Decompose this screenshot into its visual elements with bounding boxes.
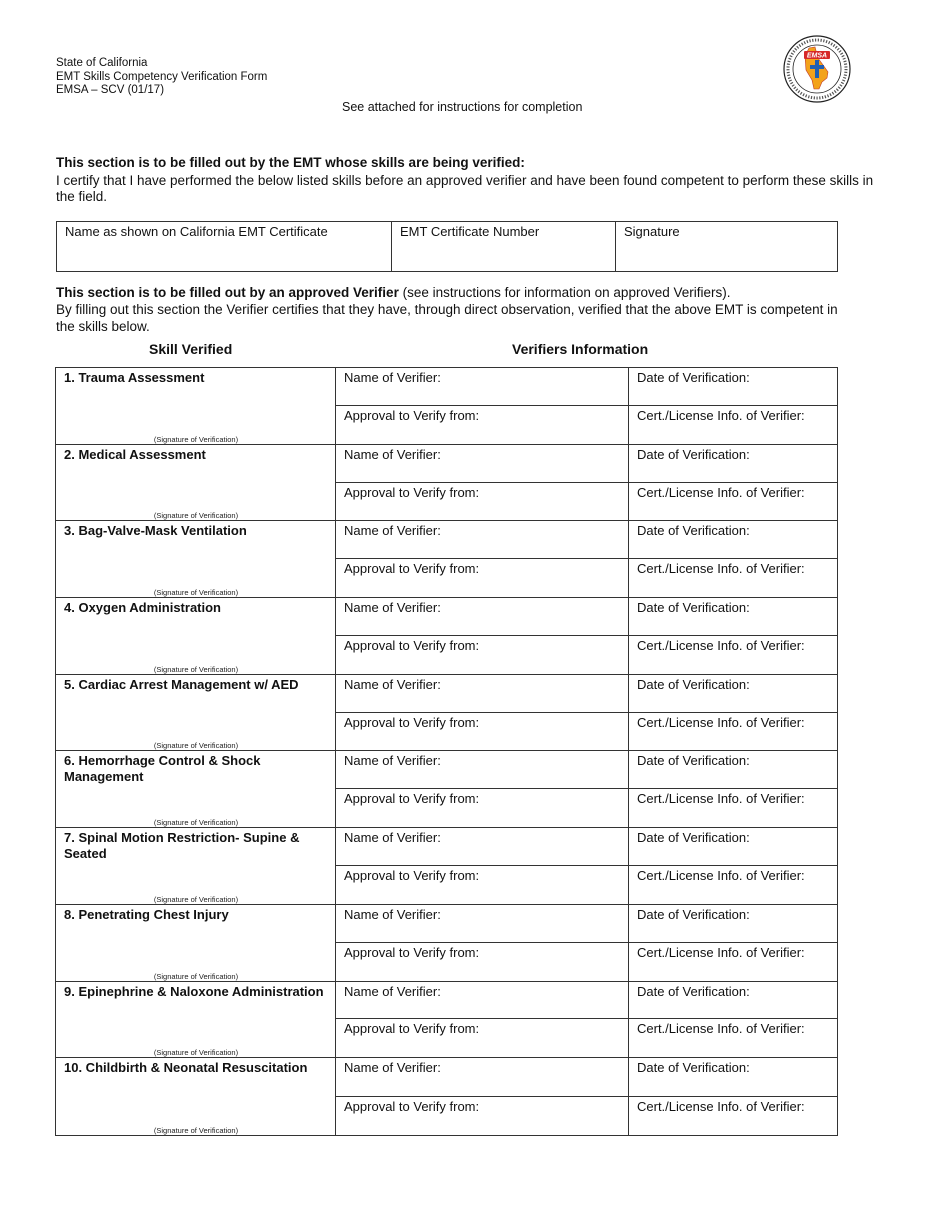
verification-date-label: Date of Verification: bbox=[637, 830, 750, 846]
approval-label: Approval to Verify from: bbox=[344, 1098, 480, 1114]
verifier-name-label: Name of Verifier: bbox=[344, 676, 441, 692]
verifier-name-field[interactable] bbox=[336, 368, 629, 406]
cert-license-field[interactable] bbox=[629, 713, 837, 751]
skill-signature-area[interactable] bbox=[56, 982, 336, 1058]
skill-name: 2. Medical Assessment bbox=[64, 446, 206, 462]
cert-license-field[interactable] bbox=[629, 943, 837, 981]
skill-row bbox=[56, 1058, 837, 1135]
skill-name: 6. Hemorrhage Control & Shock Management bbox=[64, 753, 261, 784]
skill-signature-area[interactable] bbox=[56, 1058, 336, 1135]
approval-label: Approval to Verify from: bbox=[344, 561, 480, 577]
skill-name: 10. Childbirth & Neonatal Resuscitation bbox=[64, 1060, 308, 1076]
verifier-info-grid bbox=[336, 445, 837, 521]
skill-row bbox=[56, 751, 837, 828]
approval-label: Approval to Verify from: bbox=[344, 407, 480, 423]
verifier-name-field[interactable] bbox=[336, 1058, 629, 1096]
verification-date-field[interactable] bbox=[629, 521, 837, 559]
skill-name: 5. Cardiac Arrest Management w/ AED bbox=[64, 676, 299, 692]
approval-field[interactable] bbox=[336, 1019, 629, 1057]
verifier-name-label: Name of Verifier: bbox=[344, 370, 441, 385]
emsa-seal-logo bbox=[782, 34, 852, 104]
verifier-name-label: Name of Verifier: bbox=[344, 753, 441, 769]
section2-title: This section is to be filled out by an approved Verifier bbox=[56, 285, 399, 300]
verifier-info-grid bbox=[336, 828, 837, 904]
verification-date-field[interactable] bbox=[629, 828, 837, 866]
section2-certification-text: By filling out this section the Verifier certifies that they have, through direct observation, verified that the above EMT is competent in the skills below. bbox=[56, 302, 838, 334]
approval-label: Approval to Verify from: bbox=[344, 484, 480, 500]
verification-date-field[interactable] bbox=[629, 1058, 837, 1096]
skill-name: 4. Oxygen Administration bbox=[64, 600, 221, 616]
skills-table bbox=[55, 367, 838, 1136]
emt-signature-field[interactable] bbox=[616, 222, 837, 271]
verification-date-label: Date of Verification: bbox=[637, 906, 750, 922]
approval-label: Approval to Verify from: bbox=[344, 637, 480, 653]
verifier-name-field[interactable] bbox=[336, 905, 629, 943]
cert-license-label: Cert./License Info. of Verifier: bbox=[637, 484, 805, 500]
cert-license-label: Cert./License Info. of Verifier: bbox=[637, 1098, 805, 1114]
approval-label: Approval to Verify from: bbox=[344, 867, 480, 883]
verification-date-field[interactable] bbox=[629, 445, 837, 483]
approval-field[interactable] bbox=[336, 866, 629, 904]
skill-signature-area[interactable] bbox=[56, 445, 336, 521]
approval-field[interactable] bbox=[336, 406, 629, 444]
verifier-name-label: Name of Verifier: bbox=[344, 600, 441, 616]
skill-signature-area[interactable] bbox=[56, 905, 336, 981]
verifier-info-grid bbox=[336, 1058, 837, 1135]
verifier-info-grid bbox=[336, 982, 837, 1058]
approval-field[interactable] bbox=[336, 636, 629, 674]
emt-cert-number-field[interactable] bbox=[392, 222, 616, 271]
verification-date-label: Date of Verification: bbox=[637, 676, 750, 692]
skill-name: 8. Penetrating Chest Injury bbox=[64, 906, 229, 922]
verification-date-label: Date of Verification: bbox=[637, 370, 750, 385]
verifier-name-label: Name of Verifier: bbox=[344, 906, 441, 922]
verifier-info-grid bbox=[336, 521, 837, 597]
verification-date-label: Date of Verification: bbox=[637, 753, 750, 769]
verifier-name-label: Name of Verifier: bbox=[344, 830, 441, 846]
approval-label: Approval to Verify from: bbox=[344, 791, 480, 807]
verification-date-field[interactable] bbox=[629, 982, 837, 1020]
verifier-name-label: Name of Verifier: bbox=[344, 523, 441, 539]
approval-label: Approval to Verify from: bbox=[344, 944, 480, 960]
section1-certification-text: I certify that I have performed the below listed skills before an approved verifier and have been found competent to perform these skills in the field. bbox=[56, 173, 874, 204]
signature-caption: (Signature of Verification) bbox=[153, 588, 239, 598]
skill-signature-area[interactable] bbox=[56, 521, 336, 597]
approval-field[interactable] bbox=[336, 1097, 629, 1135]
skill-row bbox=[56, 598, 837, 675]
verifier-name-field[interactable] bbox=[336, 982, 629, 1020]
cert-license-label: Cert./License Info. of Verifier: bbox=[637, 1021, 805, 1037]
cert-license-label: Cert./License Info. of Verifier: bbox=[637, 867, 805, 883]
verifier-name-label: Name of Verifier: bbox=[344, 983, 441, 999]
verification-date-field[interactable] bbox=[629, 905, 837, 943]
emt-name-label: Name as shown on California EMT Certificate bbox=[65, 224, 328, 239]
approval-field[interactable] bbox=[336, 559, 629, 597]
verifier-name-label: Name of Verifier: bbox=[344, 446, 441, 462]
signature-caption: (Signature of Verification) bbox=[153, 894, 239, 904]
cert-license-label: Cert./License Info. of Verifier: bbox=[637, 637, 805, 653]
verifier-name-field[interactable] bbox=[336, 828, 629, 866]
skill-row bbox=[56, 828, 837, 905]
verifier-name-field[interactable] bbox=[336, 751, 629, 789]
cert-license-label: Cert./License Info. of Verifier: bbox=[637, 714, 805, 730]
skill-name: 9. Epinephrine & Naloxone Administration bbox=[64, 983, 324, 999]
skill-row bbox=[56, 905, 837, 982]
state-label: State of California bbox=[56, 57, 148, 69]
column-header-verifier: Verifiers Information bbox=[512, 341, 649, 357]
form-title: EMT Skills Competency Verification Form bbox=[56, 70, 268, 83]
skill-signature-area[interactable] bbox=[56, 368, 336, 444]
cert-license-field[interactable] bbox=[629, 789, 837, 827]
signature-caption: (Signature of Verification) bbox=[153, 971, 239, 981]
skill-row bbox=[56, 445, 837, 522]
form-header bbox=[56, 57, 267, 98]
signature-caption: (Signature of Verification) bbox=[153, 434, 239, 444]
cert-license-field[interactable] bbox=[629, 483, 837, 521]
skill-name: 3. Bag-Valve-Mask Ventilation bbox=[64, 523, 247, 539]
verification-date-field[interactable] bbox=[629, 368, 837, 406]
section2-title-note: (see instructions for information on approved Verifiers). bbox=[398, 285, 731, 300]
skill-name: 7. Spinal Motion Restriction- Supine & Seated bbox=[64, 830, 300, 861]
emt-signature-label: Signature bbox=[624, 224, 680, 239]
cert-license-label: Cert./License Info. of Verifier: bbox=[637, 944, 805, 960]
skill-row bbox=[56, 368, 837, 445]
signature-caption: (Signature of Verification) bbox=[153, 511, 239, 521]
verifier-info-grid bbox=[336, 598, 837, 674]
verification-date-label: Date of Verification: bbox=[637, 600, 750, 616]
logo-text: EMSA bbox=[806, 52, 828, 60]
column-header-skill: Skill Verified bbox=[149, 341, 233, 357]
verifier-info-grid bbox=[336, 368, 837, 444]
cert-license-field[interactable] bbox=[629, 1097, 837, 1135]
cert-license-label: Cert./License Info. of Verifier: bbox=[637, 407, 805, 423]
skill-signature-area[interactable] bbox=[56, 598, 336, 674]
cert-license-label: Cert./License Info. of Verifier: bbox=[637, 791, 805, 807]
signature-caption: (Signature of Verification) bbox=[153, 1048, 239, 1058]
verification-date-label: Date of Verification: bbox=[637, 983, 750, 999]
skill-row bbox=[56, 675, 837, 752]
signature-caption: (Signature of Verification) bbox=[153, 1125, 239, 1135]
signature-caption: (Signature of Verification) bbox=[153, 741, 239, 751]
section2-intro bbox=[56, 284, 856, 335]
skill-signature-area[interactable] bbox=[56, 751, 336, 827]
cert-license-label: Cert./License Info. of Verifier: bbox=[637, 561, 805, 577]
verification-date-label: Date of Verification: bbox=[637, 1060, 750, 1076]
verification-date-field[interactable] bbox=[629, 598, 837, 636]
verifier-name-field[interactable] bbox=[336, 521, 629, 559]
instructions-note: See attached for instructions for completion bbox=[342, 100, 583, 114]
approval-label: Approval to Verify from: bbox=[344, 714, 480, 730]
verification-date-field[interactable] bbox=[629, 675, 837, 713]
cert-license-field[interactable] bbox=[629, 559, 837, 597]
cert-license-field[interactable] bbox=[629, 406, 837, 444]
approval-field[interactable] bbox=[336, 789, 629, 827]
form-code: EMSA – SCV (01/17) bbox=[56, 84, 165, 96]
verifier-info-grid bbox=[336, 751, 837, 827]
skill-signature-area[interactable] bbox=[56, 828, 336, 904]
approval-field[interactable] bbox=[336, 483, 629, 521]
approval-field[interactable] bbox=[336, 713, 629, 751]
verification-date-label: Date of Verification: bbox=[637, 523, 750, 539]
verifier-name-label: Name of Verifier: bbox=[344, 1060, 441, 1076]
skill-name: 1. Trauma Assessment bbox=[64, 370, 205, 385]
verification-date-label: Date of Verification: bbox=[637, 446, 750, 462]
emt-info-table bbox=[56, 221, 838, 272]
emt-name-field[interactable] bbox=[57, 222, 392, 271]
cert-license-field[interactable] bbox=[629, 866, 837, 904]
skill-row bbox=[56, 521, 837, 598]
section1-title: This section is to be filled out by the EMT whose skills are being verified: bbox=[56, 155, 525, 170]
verifier-info-grid bbox=[336, 905, 837, 981]
signature-caption: (Signature of Verification) bbox=[153, 818, 239, 828]
cert-license-field[interactable] bbox=[629, 636, 837, 674]
approval-label: Approval to Verify from: bbox=[344, 1021, 480, 1037]
skill-signature-area[interactable] bbox=[56, 675, 336, 751]
signature-caption: (Signature of Verification) bbox=[153, 664, 239, 674]
verifier-name-field[interactable] bbox=[336, 598, 629, 636]
skill-row bbox=[56, 982, 837, 1059]
cert-license-field[interactable] bbox=[629, 1019, 837, 1057]
verification-date-field[interactable] bbox=[629, 751, 837, 789]
emt-cert-number-label: EMT Certificate Number bbox=[400, 224, 540, 239]
verifier-name-field[interactable] bbox=[336, 675, 629, 713]
verifier-info-grid bbox=[336, 675, 837, 751]
approval-field[interactable] bbox=[336, 943, 629, 981]
verifier-name-field[interactable] bbox=[336, 445, 629, 483]
